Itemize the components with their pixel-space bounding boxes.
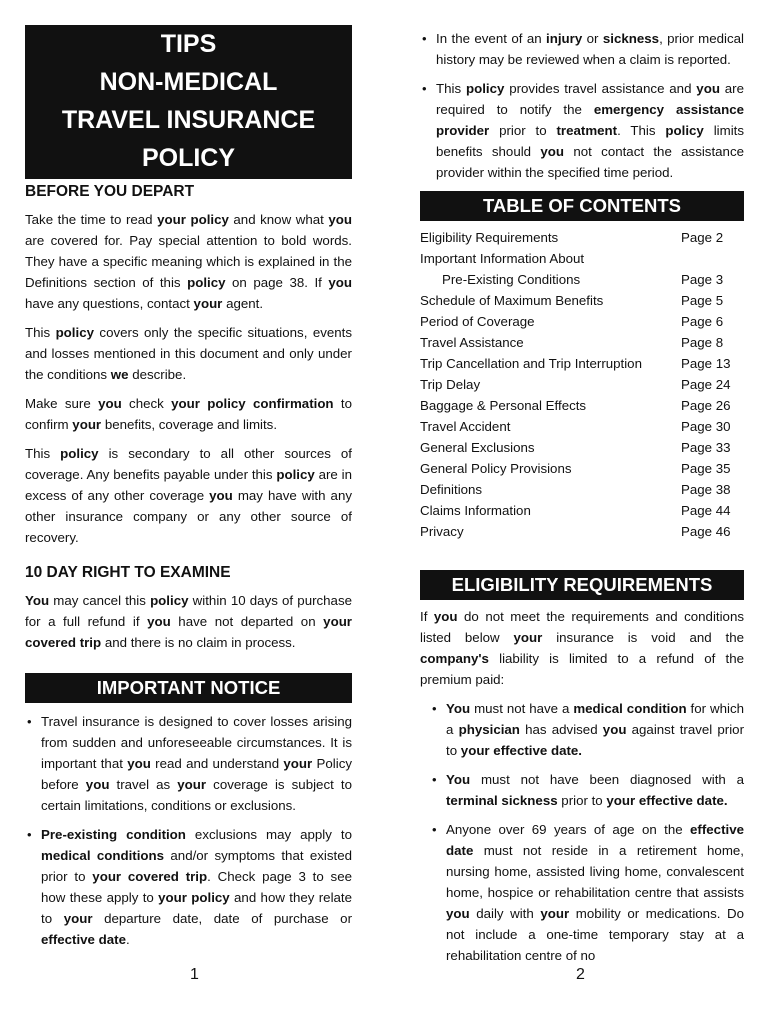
toc-entry xyxy=(420,500,744,521)
paragraph xyxy=(25,322,352,385)
bold-term: you xyxy=(147,614,171,629)
text-run: must not have a xyxy=(470,701,574,716)
bullet-item xyxy=(420,78,744,183)
page-number-2: 2 xyxy=(576,966,585,983)
toc-entry xyxy=(420,458,744,479)
right-to-examine-heading: 10 DAY RIGHT TO EXAMINE xyxy=(25,564,231,581)
toc-page: Page 6 xyxy=(681,314,724,329)
text-run: are in excess of any other coverage xyxy=(25,467,352,503)
bold-term: we xyxy=(110,367,129,382)
paragraph xyxy=(25,443,352,548)
text-run: and know what xyxy=(228,212,329,227)
text-run: provides travel assistance and xyxy=(504,81,697,96)
toc-title: Trip Cancellation and Trip Interruption xyxy=(420,356,642,371)
bold-term: your covered trip xyxy=(25,614,352,650)
text-run: daily with xyxy=(469,906,541,921)
bold-term: your xyxy=(193,296,223,311)
text-run: have not departed on xyxy=(170,614,324,629)
text-run: for which a xyxy=(446,701,745,737)
toc-page: Page 26 xyxy=(681,398,731,413)
text-run: to confirm xyxy=(25,396,352,432)
toc-entry xyxy=(420,479,744,500)
toc-title: General Exclusions xyxy=(420,440,535,455)
toc-entry xyxy=(420,374,744,395)
paragraph xyxy=(25,590,352,653)
bold-term: you xyxy=(209,488,233,503)
bold-term: Pre-existing condition xyxy=(41,827,186,842)
text-run: within 10 days of purchase for a full refund if xyxy=(25,593,352,629)
bold-term: you xyxy=(328,275,352,290)
bold-term: policy xyxy=(665,123,704,138)
bold-term: your policy xyxy=(158,890,230,905)
toc-title: Eligibility Requirements xyxy=(420,230,559,245)
page-2 xyxy=(420,0,744,974)
bold-term: you xyxy=(446,906,470,921)
toc-page: Page 46 xyxy=(681,524,731,539)
bold-term: policy xyxy=(187,275,226,290)
toc-page: Page 30 xyxy=(681,419,731,434)
bold-term: your policy xyxy=(157,212,229,227)
toc-page xyxy=(681,248,744,269)
bold-term: You xyxy=(25,593,50,608)
text-run: may have with any other insurance company or any other source of recovery. xyxy=(25,488,352,545)
text-run: and how they relate to xyxy=(41,890,353,926)
text-run: benefits, coverage and limits. xyxy=(101,417,278,432)
toc-entry xyxy=(420,311,744,332)
title-line-2: NON-MEDICAL xyxy=(99,68,278,96)
text-run: or xyxy=(582,31,603,46)
bold-term: physician xyxy=(458,722,520,737)
toc-title: Privacy xyxy=(420,524,464,539)
text-run: read and understand xyxy=(150,756,284,771)
toc-page: Page 38 xyxy=(681,482,731,497)
bold-term: you xyxy=(328,212,352,227)
bold-term: you xyxy=(127,756,151,771)
text-run: Anyone over 69 years of age on the xyxy=(446,822,691,837)
bold-term: you xyxy=(602,722,627,737)
toc-page: Page 24 xyxy=(681,377,731,392)
text-run: liability is limited to a refund of the premium paid: xyxy=(420,651,744,687)
toc-entry xyxy=(420,353,744,374)
bold-term: your covered trip xyxy=(92,869,208,884)
bullet-item xyxy=(25,711,352,816)
bold-term: policy xyxy=(55,325,94,340)
text-run: If xyxy=(420,609,434,624)
bold-term: terminal sickness xyxy=(446,793,558,808)
text-run: Make sure xyxy=(25,396,99,411)
paragraph xyxy=(25,393,352,435)
toc-page: Page 3 xyxy=(681,272,724,287)
bold-term: your xyxy=(72,417,102,432)
toc-entry xyxy=(420,269,744,290)
important-notice-banner: IMPORTANT NOTICE xyxy=(25,673,352,703)
bold-term: injury xyxy=(546,31,583,46)
before-you-depart-heading: BEFORE YOU DEPART xyxy=(25,183,195,200)
text-run: Travel insurance is designed to cover losses arising from sudden and unforeseeable circumstances. It is important that xyxy=(41,714,352,771)
toc-entry xyxy=(420,332,744,353)
bold-term: policy xyxy=(150,593,189,608)
bold-term: your xyxy=(540,906,570,921)
text-run: travel as xyxy=(109,777,178,792)
table-of-contents xyxy=(420,227,744,542)
text-run: check xyxy=(121,396,172,411)
bold-term: your xyxy=(177,777,207,792)
toc-title: Travel Accident xyxy=(420,419,511,434)
toc-title: General Policy Provisions xyxy=(420,461,572,476)
text-run: insurance is void and the xyxy=(542,630,744,645)
bold-term: policy xyxy=(276,467,315,482)
policy-title-box xyxy=(25,25,352,179)
bold-term: your effective date. xyxy=(460,743,582,758)
text-run: has advised xyxy=(519,722,603,737)
table-of-contents-banner: TABLE OF CONTENTS xyxy=(420,191,744,221)
toc-title: Schedule of Maximum Benefits xyxy=(420,293,604,308)
toc-page: Page 5 xyxy=(681,293,724,308)
text-run: This xyxy=(25,325,56,340)
text-run: and there is no claim in process. xyxy=(101,635,296,650)
bold-term: you xyxy=(433,609,458,624)
text-run: Take the time to read xyxy=(25,212,158,227)
text-run: must not have been diagnosed with a xyxy=(470,772,744,787)
toc-title: Pre-Existing Conditions xyxy=(442,272,581,287)
bold-term: your policy confirmation xyxy=(171,396,334,411)
paragraph xyxy=(25,209,352,314)
bold-term: effective date xyxy=(41,932,126,947)
bullet-item xyxy=(430,819,744,966)
text-run: prior to xyxy=(489,123,557,138)
toc-page: Page 33 xyxy=(681,440,731,455)
title-line-3: TRAVEL INSURANCE POLICY xyxy=(61,106,316,172)
text-run: exclusions may apply to xyxy=(185,827,352,842)
bold-term: you xyxy=(540,144,565,159)
important-notice-list xyxy=(25,711,352,950)
toc-page: Page 44 xyxy=(681,503,731,518)
title-line-1: TIPS xyxy=(160,30,217,58)
toc-page: Page 2 xyxy=(681,230,724,245)
text-run: agent. xyxy=(222,296,264,311)
toc-entry xyxy=(420,437,744,458)
bold-term: policy xyxy=(465,81,505,96)
right-to-examine-section xyxy=(25,590,352,653)
text-run: and/or symptoms that existed prior to xyxy=(41,848,353,884)
bullet-item xyxy=(25,824,352,950)
bold-term: medical condition xyxy=(573,701,687,716)
bold-term: medical conditions xyxy=(41,848,165,863)
bold-term: you xyxy=(85,777,110,792)
toc-title: Travel Assistance xyxy=(420,335,524,350)
text-run: This xyxy=(436,81,466,96)
toc-title: Claims Information xyxy=(420,503,531,518)
text-run: . Check page 3 to see how these apply to xyxy=(41,869,352,905)
text-run: must not reside in a retirement home, nursing home, assisted living home, convalescent home, hospice or rehabilitation centre that assists xyxy=(446,843,744,900)
toc-title: Baggage & Personal Effects xyxy=(420,398,587,413)
text-run: against travel prior to xyxy=(446,722,745,758)
bold-term: your xyxy=(513,630,543,645)
page-1 xyxy=(25,0,352,958)
text-run: do not meet the requirements and conditions listed below xyxy=(420,609,744,645)
text-run: have any questions, contact xyxy=(25,296,194,311)
assistance-notes-list xyxy=(420,28,744,183)
bold-term: company's xyxy=(420,651,489,666)
text-run: mobility or medications. Do not include a one-time temporary stay at a rehabilitation centre of no xyxy=(446,906,744,963)
bold-term: you xyxy=(98,396,122,411)
bullet-item xyxy=(430,698,744,761)
bold-term: emergency assistance provider xyxy=(436,102,744,138)
text-run: on page 38. If xyxy=(225,275,329,290)
toc-page: Page 8 xyxy=(681,335,724,350)
bold-term: You xyxy=(446,701,471,716)
text-run: not contact the assistance provider within the specified time period. xyxy=(436,144,744,180)
toc-entry xyxy=(420,416,744,437)
toc-page: Page 13 xyxy=(681,356,731,371)
text-run: describe. xyxy=(128,367,187,382)
toc-title: Trip Delay xyxy=(420,377,481,392)
bold-term: your effective date. xyxy=(606,793,728,808)
text-run: is secondary to all other sources of coverage. Any benefits payable under this xyxy=(25,446,352,482)
bold-term: you xyxy=(696,81,720,96)
bold-term: treatment xyxy=(556,123,618,138)
toc-title: Period of Coverage xyxy=(420,314,535,329)
eligibility-intro xyxy=(420,606,744,690)
toc-page: Page 35 xyxy=(681,461,731,476)
before-you-depart-section xyxy=(25,209,352,548)
bold-term: sickness xyxy=(602,31,660,46)
paragraph xyxy=(420,606,744,690)
text-run: limits benefits should xyxy=(436,123,744,159)
text-run: Policy before xyxy=(41,756,353,792)
text-run: . xyxy=(126,932,130,947)
bullet-item xyxy=(430,769,744,811)
eligibility-list xyxy=(430,698,744,966)
bold-term: effective date xyxy=(446,822,744,858)
text-run: This xyxy=(25,446,61,461)
text-run: are required to notify the xyxy=(436,81,744,117)
bold-term: You xyxy=(446,772,471,787)
bold-term: policy xyxy=(60,446,99,461)
text-run: . This xyxy=(617,123,666,138)
toc-title: Definitions xyxy=(420,482,483,497)
toc-entry xyxy=(420,227,744,248)
text-run: may cancel this xyxy=(49,593,151,608)
toc-entry xyxy=(420,395,744,416)
text-run: , prior medical history may be reviewed when a claim is reported. xyxy=(436,31,744,67)
bold-term: your xyxy=(283,756,313,771)
text-run: coverage is subject to certain limitations, conditions or exclusions. xyxy=(41,777,352,813)
text-run: prior to xyxy=(557,793,607,808)
toc-entry xyxy=(420,248,744,269)
eligibility-banner: ELIGIBILITY REQUIREMENTS xyxy=(420,570,744,600)
text-run: are covered for. Pay special attention to bold words. They have a specific meaning which is explained in the Definitions section of this xyxy=(25,233,352,290)
text-run: departure date, date of purchase or xyxy=(92,911,352,926)
toc-title: Important Information About xyxy=(420,251,585,266)
toc-entry xyxy=(420,290,744,311)
bullet-item xyxy=(420,28,744,70)
bold-term: your xyxy=(63,911,93,926)
text-run: covers only the specific situations, events and losses mentioned in this document and only under the conditions xyxy=(25,325,352,382)
text-run: In the event of an xyxy=(436,31,547,46)
page-number-1: 1 xyxy=(190,966,199,983)
toc-entry xyxy=(420,521,744,542)
